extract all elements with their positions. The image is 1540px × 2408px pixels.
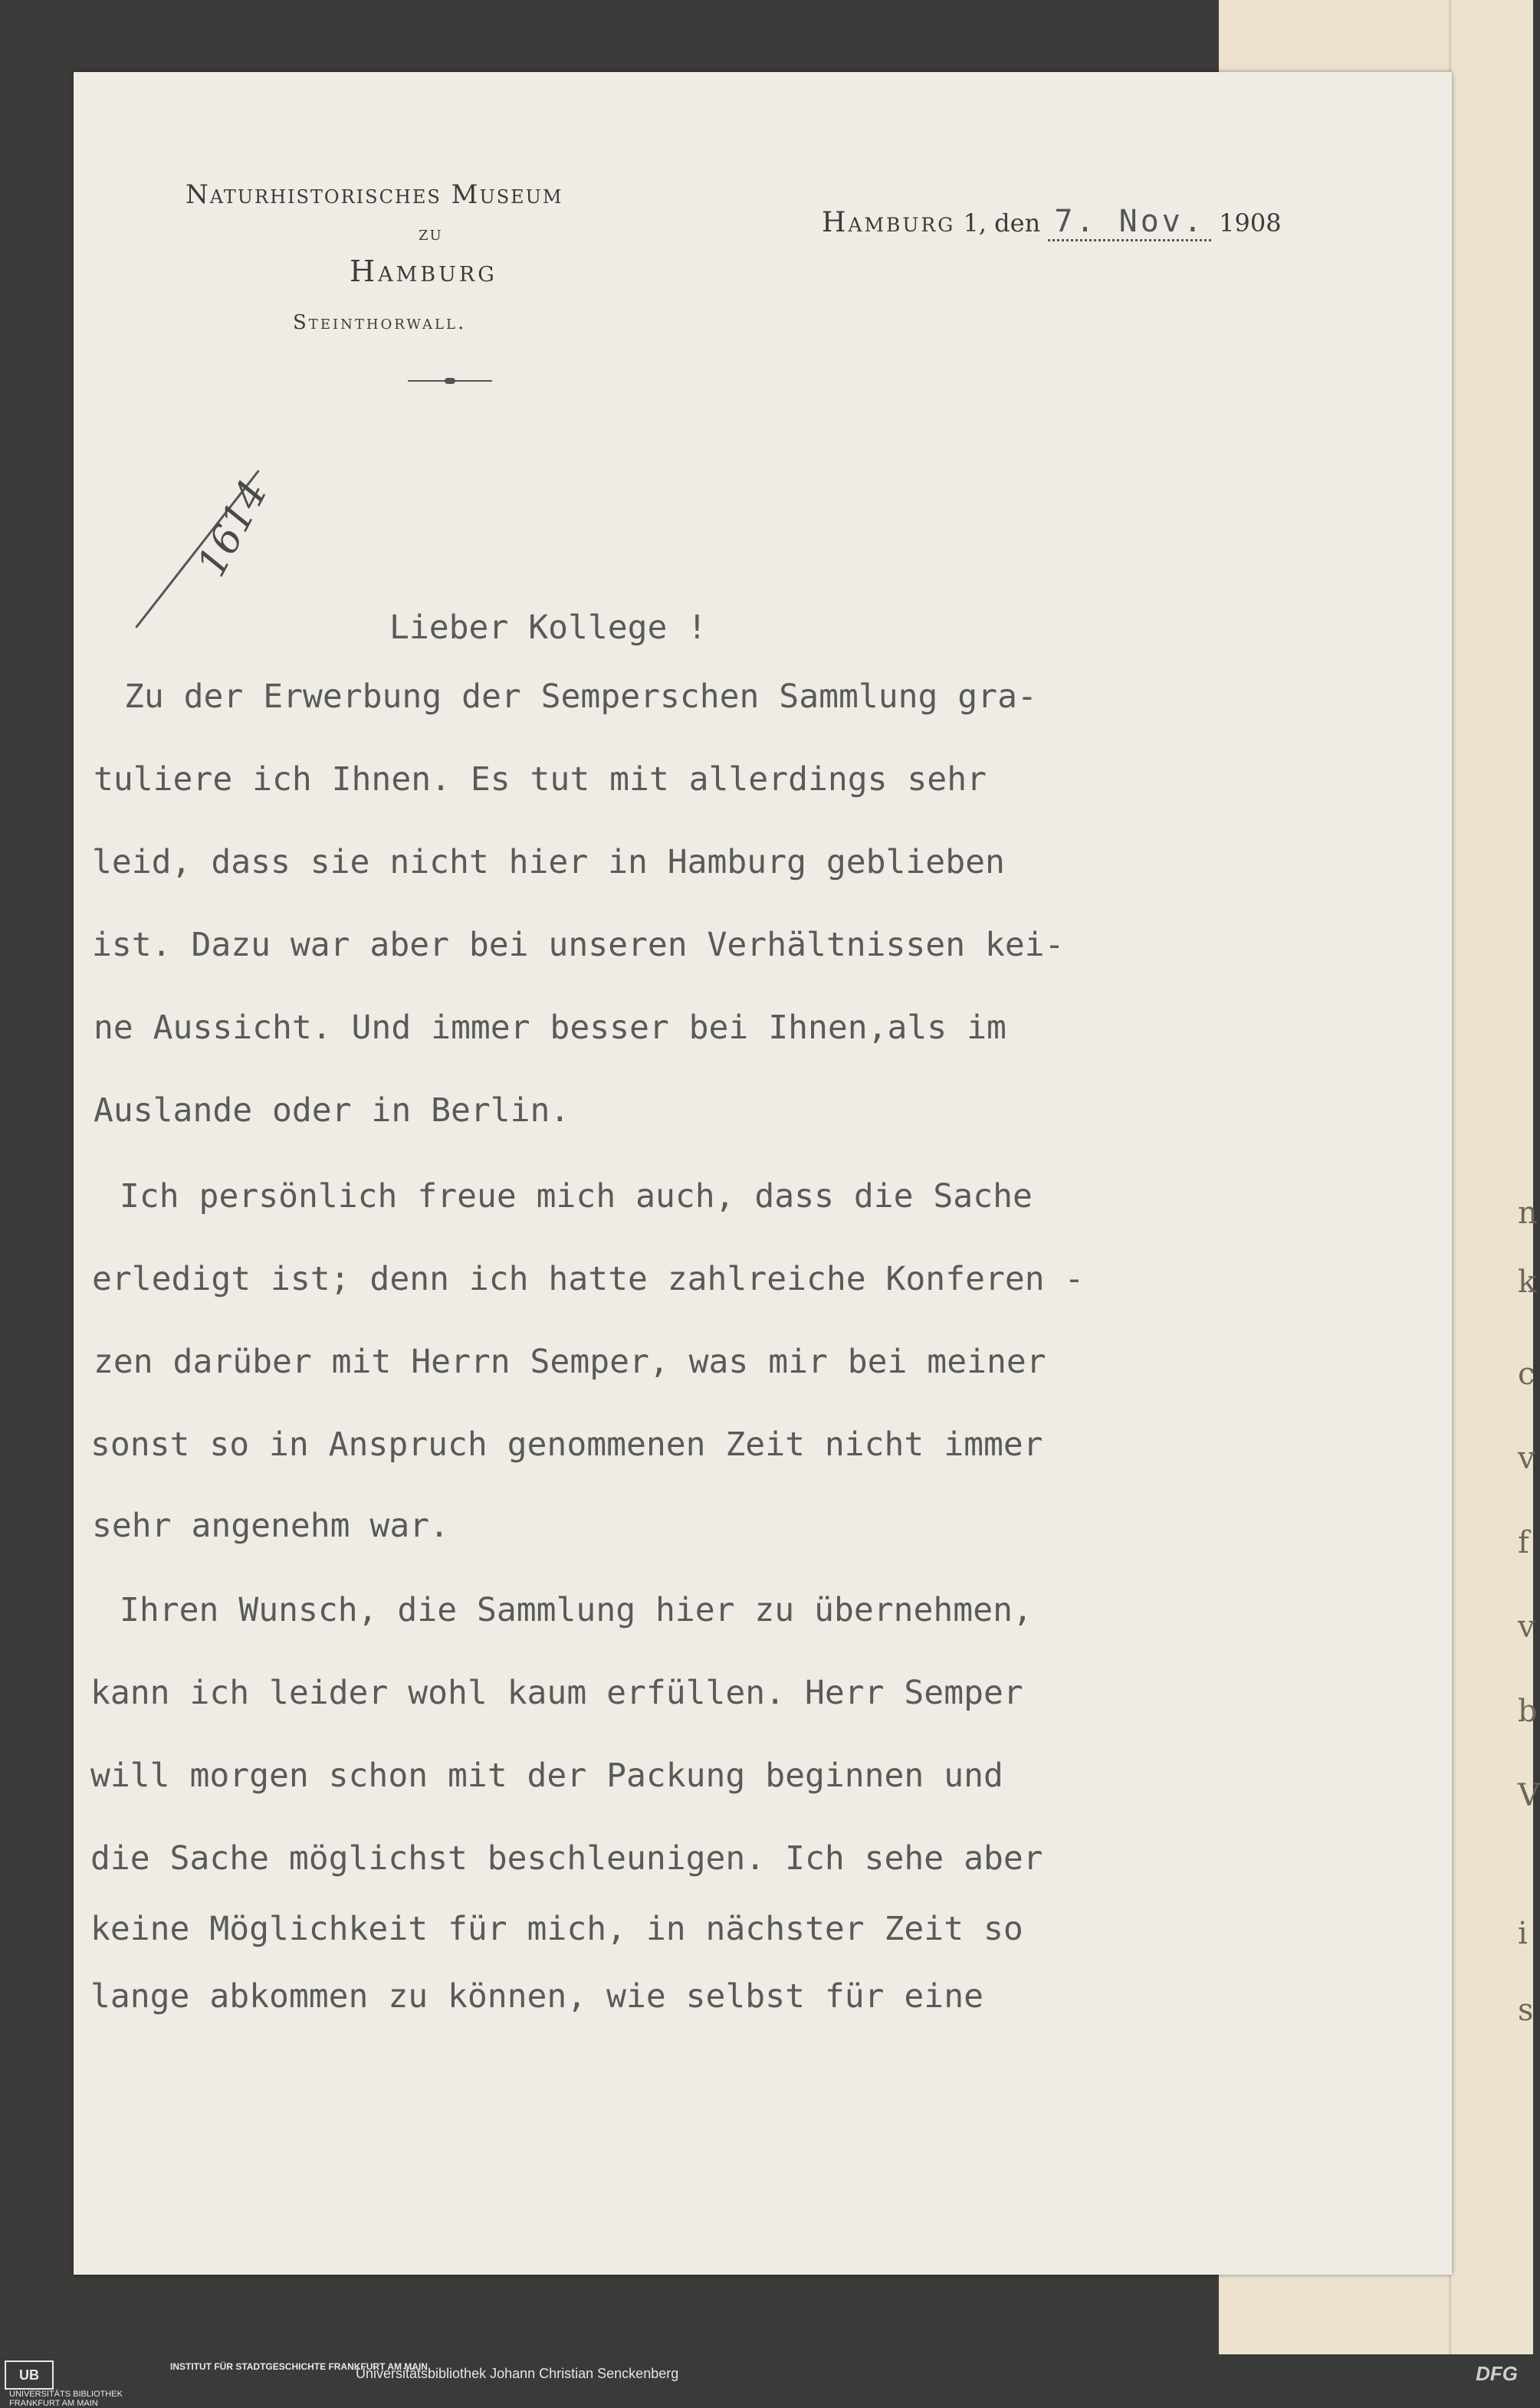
back-sheet-letter: c xyxy=(1518,1357,1535,1392)
back-sheet-letter: V xyxy=(1518,1778,1540,1813)
ub-logo xyxy=(5,2360,158,2408)
date-line xyxy=(822,204,1282,241)
date-place: Hamburg xyxy=(822,207,956,238)
greeting: Lieber Kollege ! xyxy=(389,609,708,647)
back-sheet-letter: b xyxy=(1518,1694,1538,1729)
body-line: tuliere ich Ihnen. Es tut mit allerdings sehr xyxy=(94,760,987,799)
ub-logo-text: UNIVERSITÄTS BIBLIOTHEK FRANKFURT AM MAIN xyxy=(9,2390,123,2408)
date-year: 1908 xyxy=(1219,208,1282,238)
body-line: zen darüber mit Herrn Semper, was mir bei meiner xyxy=(94,1343,1046,1381)
date-district: 1, den xyxy=(955,208,1041,238)
dfg-logo: DFG xyxy=(1476,2362,1518,2385)
body-line: Zu der Erwerbung der Semperschen Sammlung gra- xyxy=(124,677,1037,716)
body-line: erledigt ist; denn ich hatte zahlreiche Konferen - xyxy=(92,1260,1085,1298)
body-line: ne Aussicht. Und immer besser bei Ihnen,als im xyxy=(94,1009,1006,1047)
body-line: kann ich leider wohl kaum erfüllen. Herr Semper xyxy=(90,1674,1023,1712)
back-sheet-letter: v xyxy=(1518,1441,1535,1476)
letterhead-zu: zu xyxy=(419,222,443,245)
back-sheet-letter: i xyxy=(1518,1916,1528,1951)
back-sheet-letter: v xyxy=(1518,1609,1535,1645)
back-sheet-letter: n xyxy=(1518,1196,1538,1231)
letterhead-street: Steinthorwall. xyxy=(293,311,467,334)
back-sheet-letter: k xyxy=(1518,1265,1537,1300)
archive-number: 1614 xyxy=(189,473,277,585)
footer-bar xyxy=(0,2354,1533,2408)
ub-logo-mark: UB xyxy=(5,2360,54,2390)
body-line: leid, dass sie nicht hier in Hamburg geblieben xyxy=(92,843,1005,881)
back-sheet-letter: f xyxy=(1518,1525,1529,1560)
institute-logo: INSTITUT FÜR STADTGESCHICHTE FRANKFURT AM MAIN xyxy=(170,2361,428,2372)
back-sheet-letter: s xyxy=(1518,1993,1534,2028)
body-line: Ihren Wunsch, die Sammlung hier zu übernehmen, xyxy=(120,1591,1033,1629)
body-line: keine Möglichkeit für mich, in nächster Zeit so xyxy=(90,1910,1023,1948)
body-line: sonst so in Anspruch genommenen Zeit nicht immer xyxy=(90,1425,1043,1464)
letterhead-city: Hamburg xyxy=(350,254,497,288)
body-line: Ich persönlich freue mich auch, dass die Sache xyxy=(120,1177,1033,1215)
body-line: will morgen schon mit der Packung beginnen und xyxy=(90,1757,1003,1795)
body-line: sehr angenehm war. xyxy=(92,1507,449,1545)
letterhead-divider xyxy=(408,380,492,382)
body-line: Auslande oder in Berlin. xyxy=(94,1091,570,1130)
library-credit: Universitätsbibliothek Johann Christian Senckenberg xyxy=(356,2366,679,2381)
body-line: lange abkommen zu können, wie selbst für eine xyxy=(90,1977,983,2016)
body-line: die Sache möglichst beschleunigen. Ich sehe aber xyxy=(90,1839,1043,1878)
date-value: 7. Nov. xyxy=(1048,204,1211,241)
letterhead-museum: Naturhistorisches Museum xyxy=(186,179,563,210)
letter-page xyxy=(74,72,1452,2275)
body-line: ist. Dazu war aber bei unseren Verhältnissen kei- xyxy=(92,926,1065,964)
